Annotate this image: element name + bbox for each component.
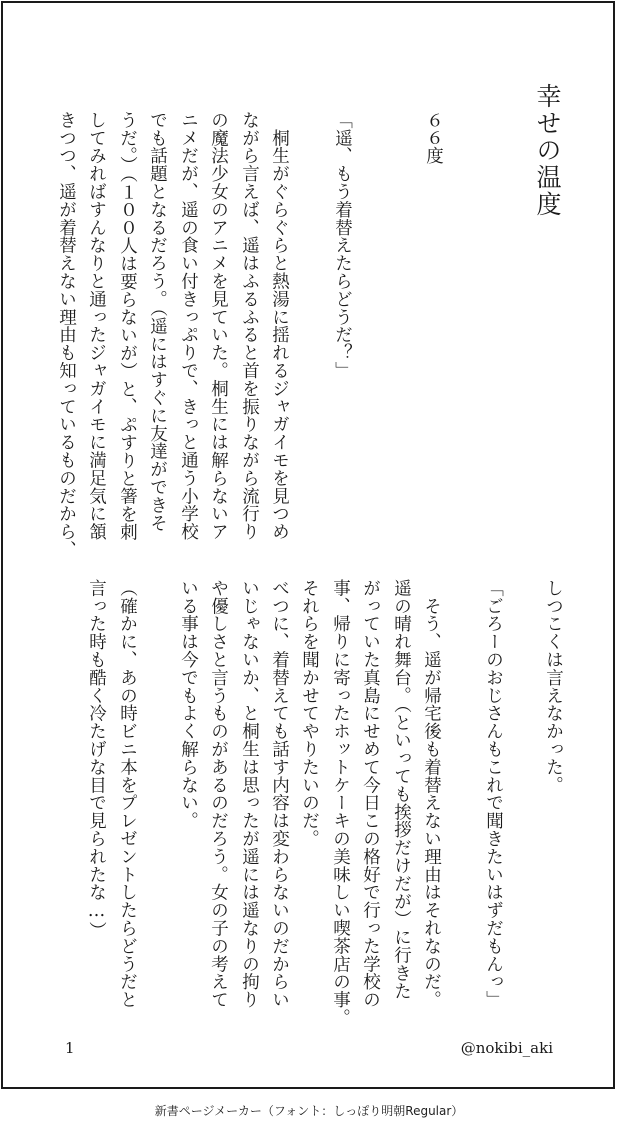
- page-number: 1: [65, 1039, 75, 1057]
- author-handle: @nokibi_aki: [460, 1039, 553, 1057]
- lower-col-9: いじゃないか、と桐生は思ったが遥には遥なりの拘り: [239, 579, 260, 1009]
- lower-col-14: 言った時も酷く冷たげな目で見られたな…）: [86, 579, 107, 940]
- page-title: 幸せの温度: [533, 83, 562, 218]
- lower-col-13: （確かに、あの時ビニ本をプレゼントしたらどうだと: [117, 579, 138, 1009]
- upper-col-5: の魔法少女のアニメを見ていた。桐生には解らないア: [208, 111, 229, 541]
- lower-col-3: そう、遥が帰宅後も着替えない理由はそれなのだ。: [421, 579, 442, 1009]
- lower-col-4: 遥の晴れ舞台。（といっても挨拶だけだが）に行きた: [391, 579, 412, 1000]
- book-page: [1, 1, 615, 1089]
- footer-caption: 新書ページメーカー（フォント：しっぽり明朝Regular）: [154, 1104, 464, 1118]
- lower-col-11: いる事は今でもよく解らない。: [178, 579, 199, 830]
- lower-col-10: や優しさと言うものがあるのだろう。女の子の考えて: [208, 579, 229, 1009]
- upper-col-6: ニメだが、遥の食い付きっぷりで、きっと通う小学校: [178, 111, 199, 541]
- upper-col-10: きつつ、遥が着替えない理由も知っているものだから、: [56, 111, 77, 559]
- lower-col-5: がっていた真島にせめて今日この格好で行った学校の: [360, 579, 381, 1009]
- upper-col-3: 桐生がぐらぐらと熱湯に揺れるジャガイモを見つめ: [269, 111, 290, 541]
- upper-col-4: ながら言えば、遥はふるふると首を振りながら流行り: [239, 111, 260, 541]
- upper-col-9: してみればすんなりと通ったジャガイモに満足気に頷: [86, 111, 107, 541]
- upper-col-1: 「遥、もう着替えたらどうだ？」: [332, 111, 353, 380]
- upper-col-7: でも話題となるだろう。（遥にはすぐに友達ができそ: [147, 111, 168, 532]
- lower-col-0: しつこくは言えなかった。: [543, 579, 564, 794]
- lower-col-1: 「ごろーのおじさんもこれで聞きたいはずだもんっ」: [483, 579, 504, 1009]
- lower-col-8: べつに、着替えても話す内容は変わらないのだからい: [269, 579, 290, 1009]
- upper-col-8: うだ。）（１００人は要らないが）と、ぷすりと箸を刺: [117, 111, 138, 541]
- lower-col-7: それらを聞かせてやりたいのだ。: [299, 579, 320, 848]
- lower-col-6: 事、帰りに寄ったホットケーキの美味しい喫茶店の事。: [330, 579, 351, 1027]
- upper-col-0: ６６度: [423, 111, 444, 165]
